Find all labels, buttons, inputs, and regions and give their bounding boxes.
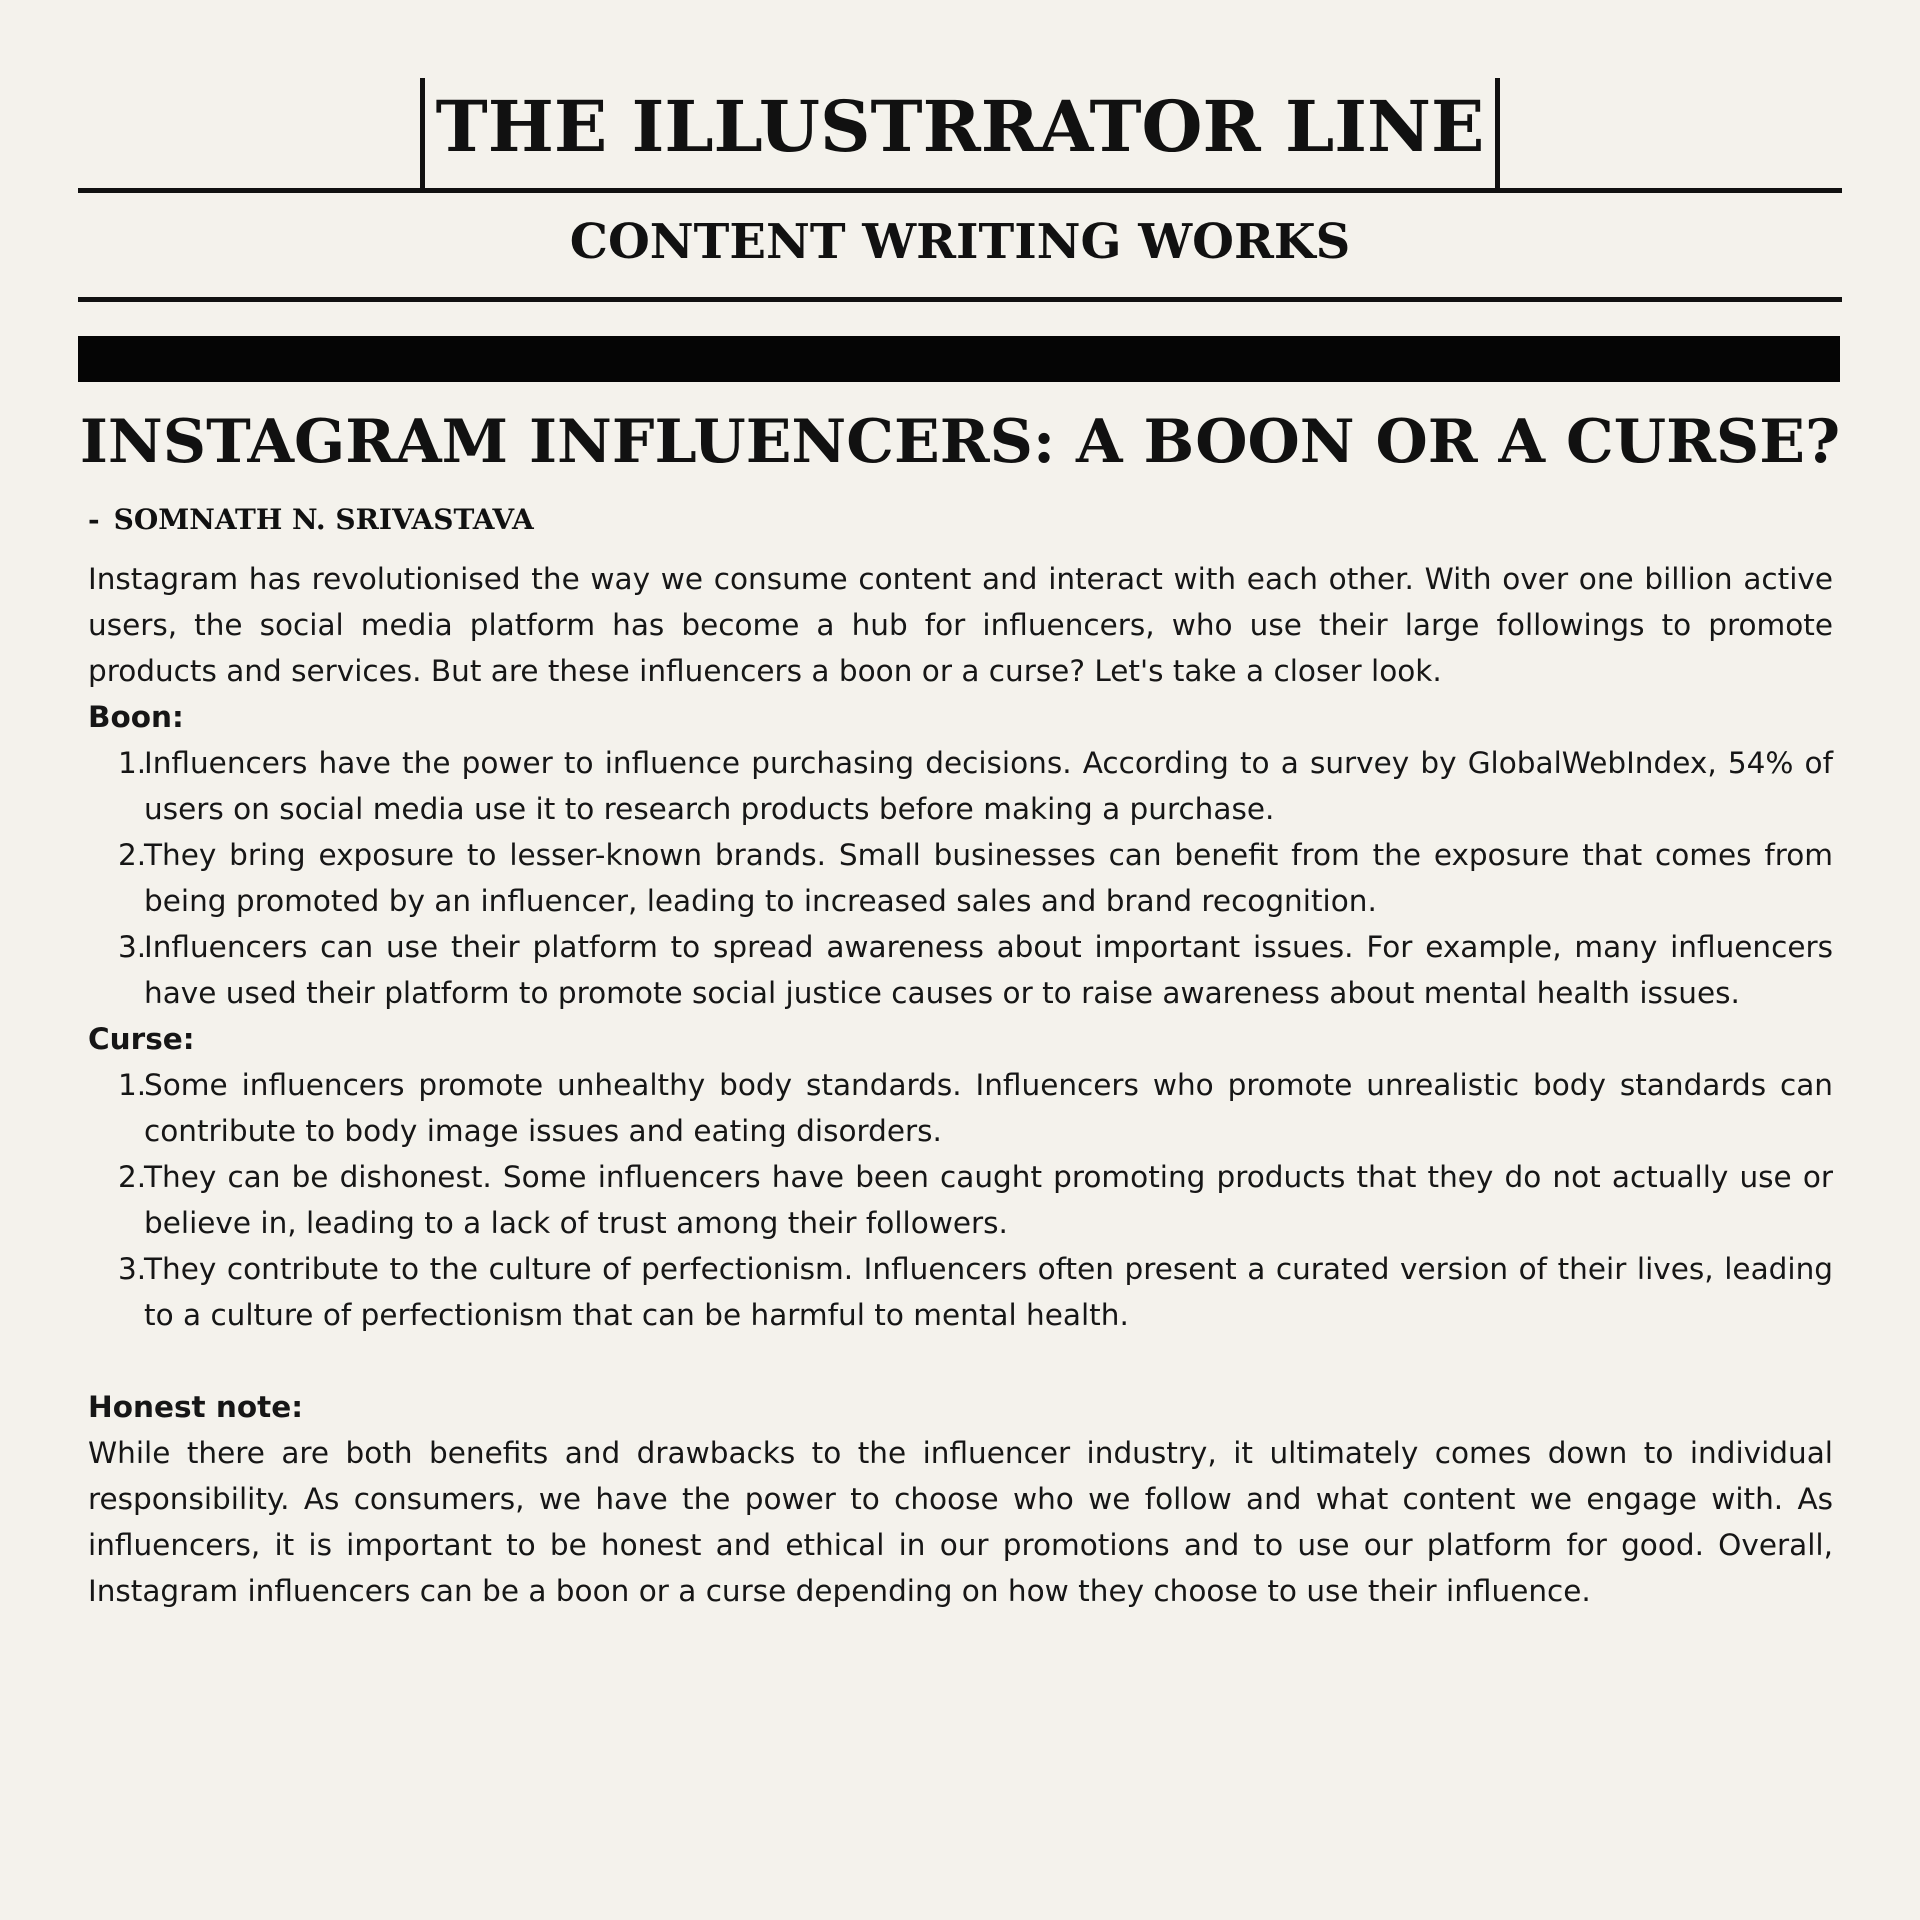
list-number: 1. <box>118 1068 147 1102</box>
list-item <box>88 924 1833 1016</box>
list-item-text: Influencers have the power to influence purchasing decisions. According to a survey by GlobalWebIndex, 54% of users on social media use it to research products before making a purchase. <box>144 746 1833 826</box>
list-item-text: They can be dishonest. Some influencers have been caught promoting products that they do not actually use or believe in, leading to a lack of trust among their followers. <box>144 1160 1833 1240</box>
article-headline: INSTAGRAM INFLUENCERS: A BOON OR A CURSE? <box>79 407 1841 477</box>
article-body <box>88 556 1833 1614</box>
list-item-text: They bring exposure to lesser-known brands. Small businesses can benefit from the exposure that comes from being promoted by an influencer, leading to increased sales and brand recognition. <box>144 838 1833 918</box>
byline <box>88 503 534 536</box>
boon-heading: Boon: <box>88 700 184 734</box>
honest-note-paragraph: While there are both benefits and drawbacks to the influencer industry, it ultimately comes down to individual responsibility. As consumers, we have the power to choose who we follow and what content we engage with. As influencers, it is important to be honest and ethical in our promotions and to use our platform for good. Overall, Instagram influencers can be a boon or a curse depending on how they choose to use their influence. <box>88 1436 1833 1608</box>
publication-title: THE ILLUSTRRATOR LINE <box>435 85 1485 168</box>
byline-dash: - <box>88 503 100 536</box>
list-number: 1. <box>118 746 147 780</box>
section-spacer <box>88 1338 1833 1384</box>
curse-list <box>88 1062 1833 1338</box>
masthead-right-bar <box>1495 78 1500 192</box>
list-item <box>88 740 1833 832</box>
list-item-text: Influencers can use their platform to spread awareness about important issues. For example, many influencers have used their platform to promote social justice causes or to raise awareness about mental health issues. <box>144 930 1833 1010</box>
boon-list <box>88 740 1833 1016</box>
list-item-text: Some influencers promote unhealthy body standards. Influencers who promote unrealistic body standards can contribute to body image issues and eating disorders. <box>144 1068 1833 1148</box>
black-banner-bar <box>78 336 1840 382</box>
list-item <box>88 1154 1833 1246</box>
list-item <box>88 832 1833 924</box>
curse-heading: Curse: <box>88 1022 195 1056</box>
list-item <box>88 1062 1833 1154</box>
masthead <box>78 78 1842 192</box>
list-number: 2. <box>118 838 147 872</box>
top-divider <box>78 188 1842 193</box>
bottom-divider <box>78 297 1842 302</box>
section-subtitle: CONTENT WRITING WORKS <box>569 214 1351 270</box>
list-number: 3. <box>118 1252 147 1286</box>
list-item <box>88 1246 1833 1338</box>
list-number: 3. <box>118 930 147 964</box>
intro-paragraph: Instagram has revolutionised the way we consume content and interact with each other. With over one billion active users, the social media platform has become a hub for influencers, who use their large followings to promote products and services. But are these influencers a boon or a curse? Let's take a closer look. <box>88 562 1833 688</box>
list-item-text: They contribute to the culture of perfectionism. Influencers often present a curated version of their lives, leading to a culture of perfectionism that can be harmful to mental health. <box>144 1252 1833 1332</box>
honest-note-heading: Honest note: <box>88 1390 304 1424</box>
list-number: 2. <box>118 1160 147 1194</box>
author-name: SOMNATH N. SRIVASTAVA <box>113 503 534 536</box>
